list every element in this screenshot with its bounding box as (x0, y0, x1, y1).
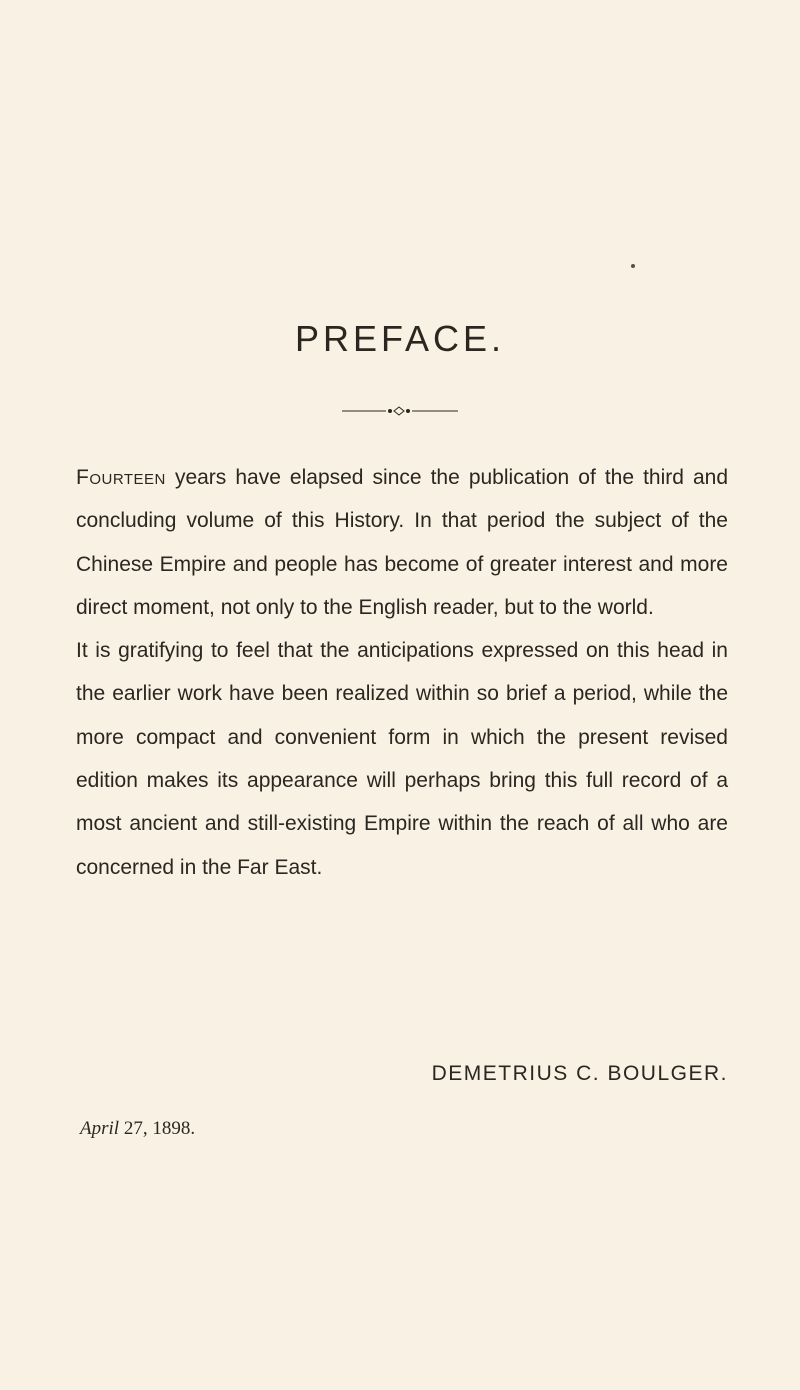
dateline (80, 1118, 195, 1140)
paragraph-1-text: years have elapsed since the publication of the third and concluding volume of this History. In that period the subject of the Chinese Empire and people has become of greater interest and more direct moment, not only to the English reader, but to the world. (76, 466, 728, 619)
paragraph-2 (76, 629, 728, 889)
paragraph-1-lead: Fourteen (76, 466, 166, 489)
date-month: April (80, 1118, 120, 1139)
author-signature: DEMETRIUS C. BOULGER. (431, 1062, 728, 1085)
paragraph-2-text: It is gratifying to feel that the anticipations expressed on this head in the earlier work have been realized within so brief a period, while the more compact and convenient form in which the present revised edition makes its appearance will perhaps bring this full record of a most ancient and still-existing Empire within the reach of all who are concerned in the Far East. (76, 639, 728, 879)
date-rest: 27, 1898. (119, 1118, 196, 1139)
paragraph-1 (76, 456, 728, 629)
paper-speck (631, 264, 635, 268)
preface-body (76, 456, 728, 889)
page-title: PREFACE. (294, 318, 506, 359)
divider-ornament-icon (340, 405, 460, 417)
